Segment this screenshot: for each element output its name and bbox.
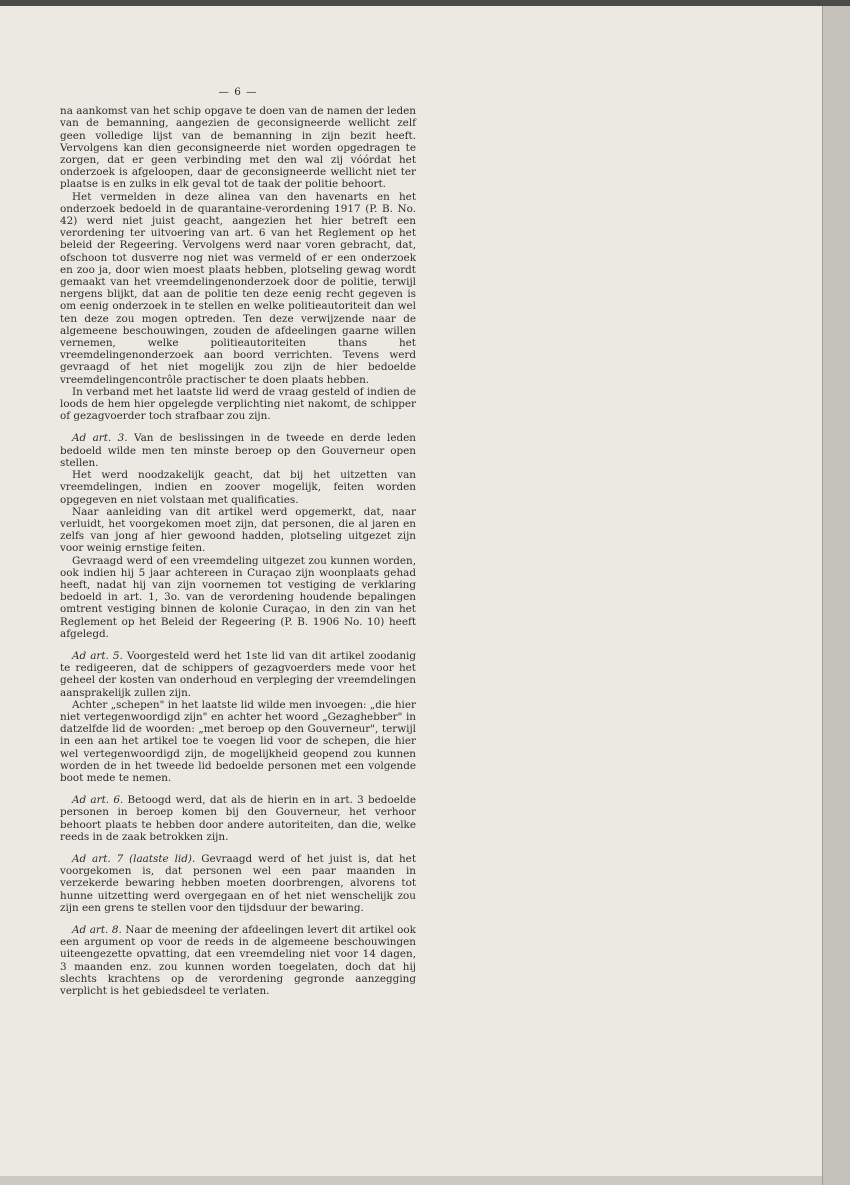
paragraph-text: Betoogd werd, dat als de hierin en in art. 3 bedoelde personen in beroep komen bij den Gouverneur, het verhoor behoort plaats te hebben door andere autoriteiten, dan die, welke reeds in de zaak betrokken zijn. [60,794,416,843]
article-label: Ad art. 6. [72,794,124,807]
paragraph [60,853,416,914]
page-edge-right [822,6,850,1185]
paragraph: Het werd noodzakelijk geacht, dat bij het uitzetten van vreemdelingen, indien en zoover mogelijk, feiten worden opgegeven en niet volstaan met qualificaties. [60,469,416,506]
paragraph-text: Van de beslissingen in de tweede en derde leden bedoeld wilde men ten minste beroep op den Gouverneur open stellen. [60,432,416,469]
section-ad-art-6 [60,794,416,843]
section-ad-art-8 [60,924,416,997]
paragraph: Naar aanleiding van dit artikel werd opgemerkt, dat, naar verluidt, het voorgekomen moet zijn, dat personen, die al jaren en zelfs van jong af hier gewoond hadden, plotseling uitgezet zijn voor weinig ernstige feiten. [60,505,416,555]
paragraph: Achter „schepen" in het laatste lid wilde men invoegen: „die hier niet vertegenwoordigd zijn" en achter het woord „Gezaghebber" in datzelfde lid de woorden: „met beroep op den Gouverneur", terwijl in een aan het artikel toe te voegen lid voor de schepen, die hier wel vertegenwoordigd zijn, de mogelijkheid geopend zou kunnen worden de in het tweede lid bedoelde personen met een volgende boot mede te nemen. [60,698,416,784]
paragraph: In verband met het laatste lid werd de vraag gesteld of indien de loods de hem hier opgelegde verplichting niet nakomt, de schipper of gezagvoerder toch strafbaar zou zijn. [60,385,416,423]
document-body [60,86,416,997]
article-label: Ad art. 8. [72,924,122,936]
page-edge-bottom [0,1176,822,1185]
paragraph [60,794,416,843]
section-continuation [60,105,416,422]
paragraph [60,924,416,997]
paragraph: Het vermelden in deze alinea van den havenarts en het onderzoek bedoeld in de quarantaine-verordening 1917 (P. B. No. 42) werd niet juist geacht, aangezien het hier betreft een verordening ter uitvoering van art. 6 van het Reglement op het beleid der Regeering. Vervolgens werd naar voren gebracht, dat, ofschoon tot dusverre nog niet was vermeld of er een onderzoek en zoo ja, door wien moest plaats hebben, plotseling gewag wordt gemaakt van het vreemdelingenonderzoek door de politie, terwijl nergens blijkt, dat aan de politie ten deze eenig recht gegeven is om eenig onderzoek in te stellen en welke politieautoriteit dan wel ten deze zou mogen optreden. Ten deze verwijzende naar de algemeene beschouwingen, zouden de afdeelingen gaarne willen vernemen, welke politieautoriteiten thans het vreemdelingenonderzoek aan boord verrichten. Tevens werd gevraagd of het niet mogelijk zou zijn de hier bedoelde vreemdelingencontrôle practischer te doen plaats hebben. [60,190,416,386]
section-ad-art-5 [60,650,416,784]
article-label: Ad art. 7 (laatste lid). [72,852,196,865]
section-ad-art-7 [60,853,416,914]
paragraph: Gevraagd werd of een vreemdeling uitgezet zou kunnen worden, ook indien hij 5 jaar achtereen in Curaçao zijn woonplaats gehad heeft, nadat hij van zijn voornemen tot vestiging de verklaring bedoeld in art. 1, 3o. van de verordening houdende bepalingen omtrent vestiging binnen de kolonie Curaçao, in den zin van het Reglement op het Beleid der Regeering (P. B. 1906 No. 10) heeft afgelegd. [60,554,416,640]
paragraph-text: Voorgesteld werd het 1ste lid van dit artikel zoodanig te redigeeren, dat de schippers of gezagvoerders mede voor het geheel der kosten van onderhoud en verpleging der vreemdelingen aansprakelijk zullen zijn. [60,649,416,699]
section-ad-art-3 [60,432,416,639]
paragraph-text: Naar de meening der afdeelingen levert dit artikel ook een argument op voor de reeds in de algemeene beschouwingen uiteengezette opvatting, dat een vreemdeling niet voor 14 dagen, 3 maanden enz. zou kunnen worden toegelaten, doch dat hij slechts krachtens op de verordening gegronde aanzegging verplicht is het gebiedsdeel te verlaten. [60,924,416,998]
paragraph [60,432,416,469]
paragraph: na aankomst van het schip opgave te doen van de namen der leden van de bemanning, aangezien de geconsigneerde wellicht zelf geen volledige lijst van de bemanning in zijn bezit heeft. Vervolgens kan dien geconsigneerde niet worden opgedragen te zorgen, dat er geen verbinding met den wal zij vóórdat het onderzoek is afgeloopen, daar de geconsigneerde wellicht niet ter plaatse is en zulks in elk geval tot de taak der politie behoort. [60,105,416,191]
article-label: Ad art. 3. [72,432,128,445]
paragraph-text: Gevraagd werd of het juist is, dat het voorgekomen is, dat personen wel een paar maanden in verzekerde bewaring hebben moeten doorbrengen, alvorens tot hunne uitzetting werd overgegaan en of het niet wenschelijk zou zijn een grens te stellen voor den tijdsduur der bewaring. [60,852,417,914]
paragraph [60,650,416,699]
article-label: Ad art. 5. [72,649,123,662]
page-number: — 6 — [218,86,258,98]
